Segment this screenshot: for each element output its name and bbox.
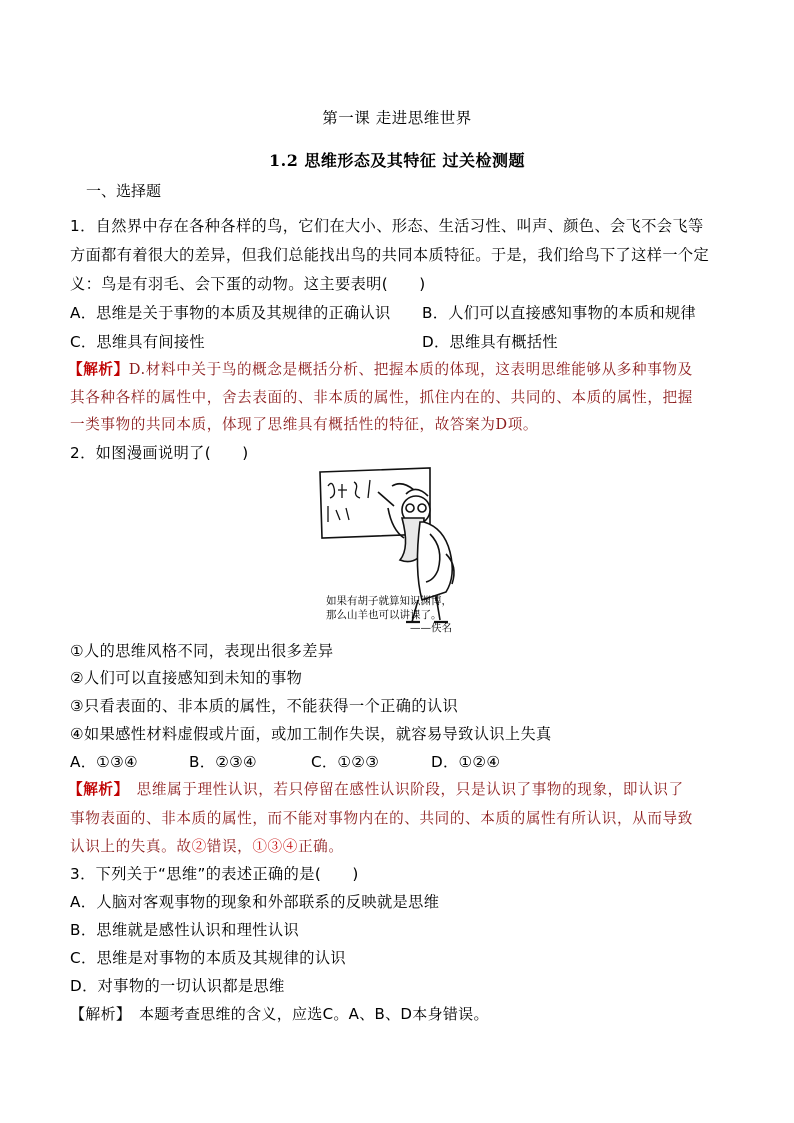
q2-analysis-tag: 【解析】	[68, 781, 122, 798]
q1-analysis-line-3: 一类事物的共同本质，体现了思维具有概括性的特征，故答案为D项。	[70, 416, 539, 433]
q1-stem-line-1: 1．自然界中存在各种各样的鸟，它们在大小、形态、生活习性、叫声、颜色、会飞不会飞等	[70, 217, 704, 235]
q1-option-c: C．思维具有间接性	[70, 333, 205, 351]
cartoon-caption-line-1: 如果有胡子就算知识渊博，	[326, 595, 452, 607]
q2-analysis-text-3c: 错误，	[206, 838, 253, 855]
q1-option-b: B．人们可以直接感知事物的本质和规律	[422, 304, 697, 322]
q2-option-c: C．①②③	[311, 753, 380, 771]
q1-analysis-text-1: D.材料中关于鸟的概念是概括分析、把握本质的体现，这表明思维能够从多种事物及	[128, 361, 693, 378]
cartoon-caption-line-2: 那么山羊也可以讲课了。	[326, 609, 442, 621]
q2-statement-4: ④如果感性材料虚假或片面，或加工制作失误，就容易导致认识上失真	[70, 725, 552, 743]
lesson-title: 第一课 走进思维世界	[322, 109, 472, 127]
q3-analysis: 【解析】 本题考查思维的含义，应选C。A、B、D本身错误。	[70, 1005, 489, 1023]
q2-statement-1: ①人的思维风格不同，表现出很多差异	[70, 642, 334, 660]
q3-option-a: A．人脑对客观事物的现象和外部联系的反映就是思维	[70, 893, 440, 911]
q1-analysis-tag: 【解析】	[68, 361, 129, 378]
q2-analysis-line-1	[68, 778, 684, 799]
part-label: 一、选择题	[86, 182, 162, 200]
q1-option-d: D．思维具有概括性	[422, 333, 558, 351]
section-title: 1.2 思维形态及其特征 过关检测题	[269, 151, 525, 170]
q2-analysis-line-2: 事物表面的、非本质的属性，而不能对事物内在的、共同的、本质的属性有所认识，从而导致	[70, 810, 693, 827]
q2-statement-3: ③只看表面的、非本质的属性，不能获得一个正确的认识	[70, 697, 459, 715]
q2-option-a: A．①③④	[70, 753, 138, 771]
q2-analysis-text-3e: 正确。	[297, 838, 344, 855]
q2-analysis-correct-marks: ①③④	[252, 838, 298, 855]
q2-option-d: D．①②④	[431, 753, 501, 771]
q2-option-b: B．②③④	[189, 753, 257, 771]
q2-statement-2: ②人们可以直接感知到未知的事物	[70, 669, 303, 687]
q2-analysis-line-3	[70, 835, 344, 856]
q3-option-b: B．思维就是感性认识和理性认识	[70, 921, 300, 939]
q2-analysis-wrong-mark: ②	[191, 838, 207, 855]
q2-analysis-text-3a: 认识上的失真。故	[70, 838, 192, 855]
q2-analysis-text-1: 思维属于理性认识，若只停留在感性认识阶段，只是认识了事物的现象，即认识了	[121, 781, 684, 798]
q1-analysis-line-2: 其各种各样的属性中，舍去表面的、非本质的属性，抓住内在的、共同的、本质的属性，把握	[70, 389, 693, 406]
q1-analysis-line-1	[68, 358, 693, 379]
q3-option-c: C．思维是对事物的本质及其规律的认识	[70, 949, 346, 967]
q1-stem-line-2: 方面都有着很大的差异，但我们总能找出鸟的共同本质特征。于是，我们给鸟下了这样一个定	[70, 246, 710, 264]
q1-option-a: A．思维是关于事物的本质及其规律的正确认识	[70, 304, 391, 322]
q3-option-d: D．对事物的一切认识都是思维	[70, 977, 285, 995]
q2-stem: 2．如图漫画说明了( )	[70, 444, 249, 462]
cartoon-caption-author: ——佚名	[410, 622, 452, 634]
q1-stem-line-3: 义：鸟是有羽毛、会下蛋的动物。这主要表明( )	[70, 275, 426, 293]
q3-stem: 3．下列关于“思维”的表述正确的是( )	[70, 865, 359, 883]
